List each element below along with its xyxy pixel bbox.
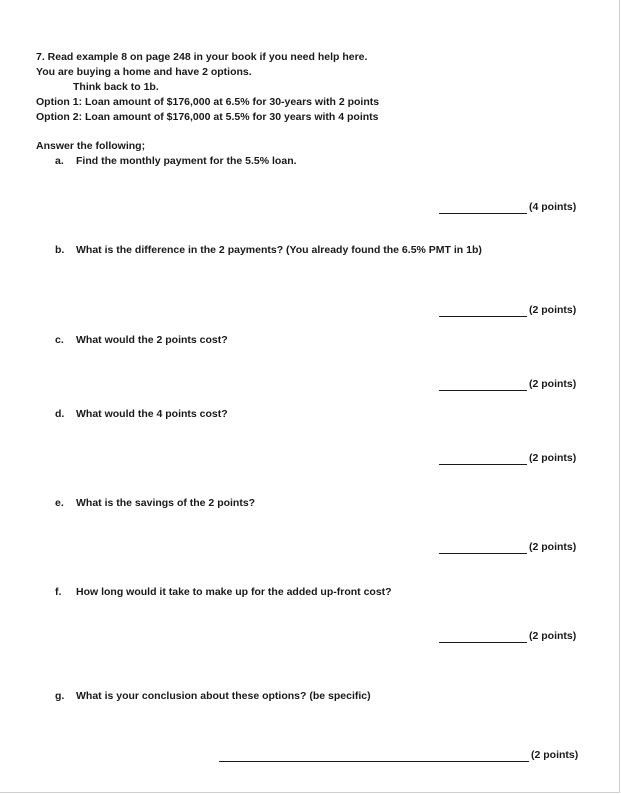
problem-heading: 7. Read example 8 on page 248 in your book if you need help here. (36, 51, 368, 63)
answer-g-blank[interactable] (219, 752, 529, 762)
question-d-text: What would the 4 points cost? (76, 408, 228, 420)
answer-c-row (439, 377, 576, 391)
question-f-letter: f. (55, 586, 62, 598)
answer-a-points: (4 points) (529, 201, 577, 213)
question-d-letter: d. (55, 408, 65, 420)
problem-intro: You are buying a home and have 2 options. (36, 66, 252, 78)
answer-c-points: (2 points) (529, 378, 577, 390)
answer-b-row (439, 303, 576, 317)
question-a-text: Find the monthly payment for the 5.5% loan. (76, 155, 297, 167)
question-c-letter: c. (55, 334, 64, 346)
answer-d-points: (2 points) (529, 452, 577, 464)
answer-intro: Answer the following; (36, 140, 146, 152)
answer-c-blank[interactable] (439, 381, 527, 391)
answer-g-row (219, 748, 578, 762)
answer-a-row (439, 200, 576, 214)
answer-d-blank[interactable] (439, 455, 527, 465)
question-e-letter: e. (55, 497, 64, 509)
question-f-text: How long would it take to make up for the added up-front cost? (76, 586, 392, 598)
question-g-text: What is your conclusion about these options? (be specific) (76, 690, 371, 702)
option-2-text: Option 2: Loan amount of $176,000 at 5.5% for 30 years with 4 points (36, 111, 379, 123)
answer-b-points: (2 points) (529, 304, 577, 316)
hint-text: Think back to 1b. (73, 81, 159, 93)
question-b-text: What is the difference in the 2 payments? (You already found the 6.5% PMT in 1b) (76, 244, 482, 256)
answer-e-row (439, 540, 576, 554)
answer-f-points: (2 points) (529, 630, 577, 642)
answer-e-points: (2 points) (529, 541, 577, 553)
answer-f-row (439, 629, 576, 643)
option-1-text: Option 1: Loan amount of $176,000 at 6.5% for 30-years with 2 points (36, 96, 380, 108)
answer-d-row (439, 451, 576, 465)
question-e-text: What is the savings of the 2 points? (76, 497, 256, 509)
question-g-letter: g. (55, 690, 65, 702)
answer-a-blank[interactable] (439, 204, 527, 214)
question-a-letter: a. (55, 155, 64, 167)
answer-f-blank[interactable] (439, 633, 527, 643)
question-c-text: What would the 2 points cost? (76, 334, 228, 346)
answer-e-blank[interactable] (439, 544, 527, 554)
answer-g-points: (2 points) (531, 749, 579, 761)
question-b-letter: b. (55, 244, 65, 256)
answer-b-blank[interactable] (439, 307, 527, 317)
